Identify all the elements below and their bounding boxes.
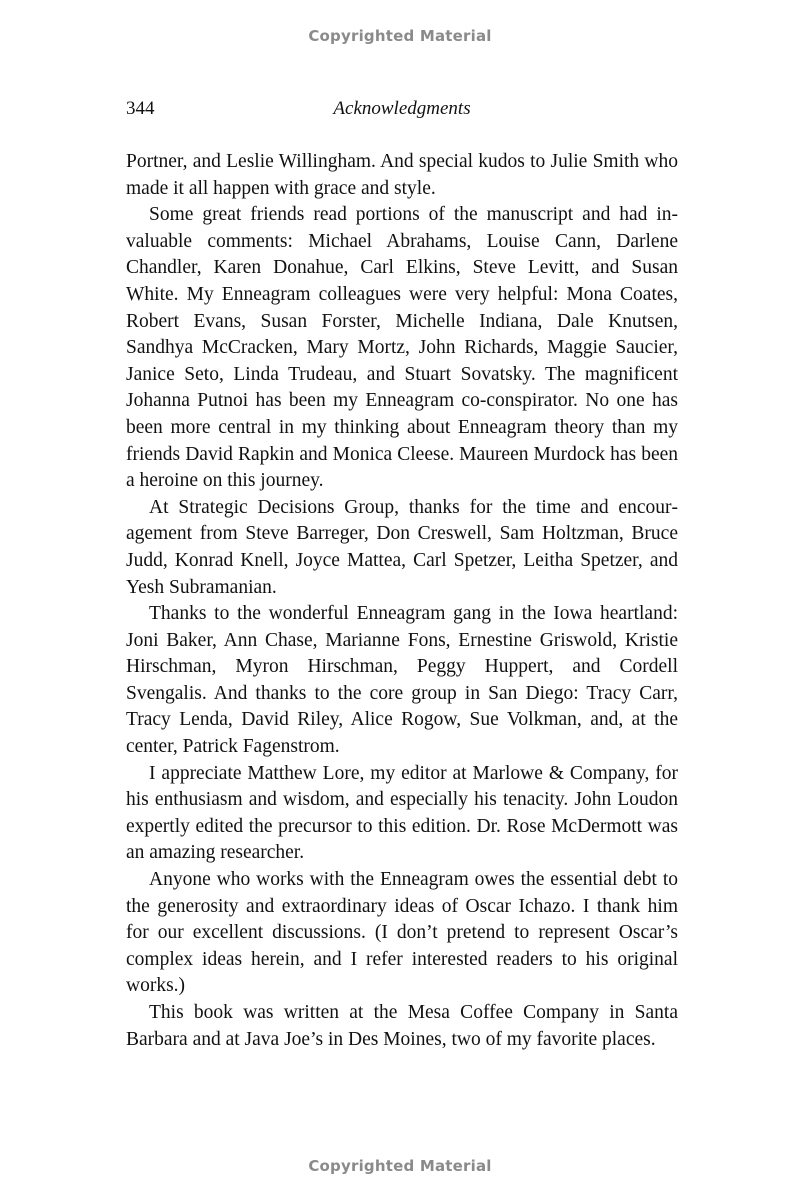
paragraph-writing-places: This book was written at the Mesa Coffee Company in Santa Barbara and at Java Joe’s in Des Moines, two of my favorite places. bbox=[126, 1002, 678, 1050]
paragraph-editors: I appreciate Matthew Lore, my editor at Marlowe & Company, for his enthusiasm and wisdom, and especially his tenacity. John Loudon expertly edited the precursor to this edition. Dr. Rose McDermott was an amazing researcher. bbox=[126, 762, 678, 864]
running-title: Acknowledgments bbox=[333, 98, 471, 119]
paragraph-strategic-decisions-group: At Strategic Decisions Group, thanks for the time and encouragement from Steve Barreger, Don Creswell, Sam Holtzman, Bruce Judd, Konrad Knell, Joyce Mattea, Carl Spetzer, Leitha Spetzer, and Yesh Subramanian. bbox=[126, 496, 678, 598]
copyright-watermark-bottom: Copyrighted Material bbox=[308, 1157, 492, 1175]
paragraph-manuscript-readers: Some great friends read portions of the manuscript and had invaluable comments: Michael Abrahams, Louise Cann, Darlene Chandler, Karen Donahue, Carl Elkins, Steve Levitt, and Susan White. My Enneagram colleagues were very helpful: Mona Coates, Robert Evans, Susan Forster, Michelle Indiana, Dale Knutsen, Sandhya McCracken, Mary Mortz, John Richards, Maggie Saucier, Janice Seto, Linda Trudeau, and Stuart Sovatsky. The magnificent Johanna Putnoi has been my Enneagram co-conspirator. No one has been more central in my thinking about Enneagram theory than my friends David Rapkin and Monica Cleese. Maureen Murdock has been a heroine on this journey. bbox=[126, 204, 678, 492]
running-head bbox=[126, 98, 678, 124]
paragraph-oscar-ichazo: Anyone who works with the Enneagram owes the essential debt to the generosity and extraordinary ideas of Oscar Ichazo. I thank him for our excellent discussions. (I don’t pretend to represent Oscar’s complex ideas herein, and I refer interested readers to his original works.) bbox=[126, 869, 678, 997]
paragraph-continuation: Portner, and Leslie Willingham. And special kudos to Julie Smith who made it all happen with grace and style. bbox=[126, 151, 678, 199]
paragraph-iowa-san-diego: Thanks to the wonderful Enneagram gang in the Iowa heartland: Joni Baker, Ann Chase, Marianne Fons, Ernestine Griswold, Kristie Hirschman, Myron Hirschman, Peggy Huppert, and Cordell Svengalis. And thanks to the core group in San Diego: Tracy Carr, Tracy Lenda, David Riley, Alice Rogow, Sue Volkman, and, at the center, Patrick Fagenstrom. bbox=[126, 603, 678, 758]
page-number: 344 bbox=[126, 98, 155, 119]
acknowledgments-body bbox=[126, 149, 678, 1053]
copyright-watermark-top: Copyrighted Material bbox=[308, 27, 492, 45]
